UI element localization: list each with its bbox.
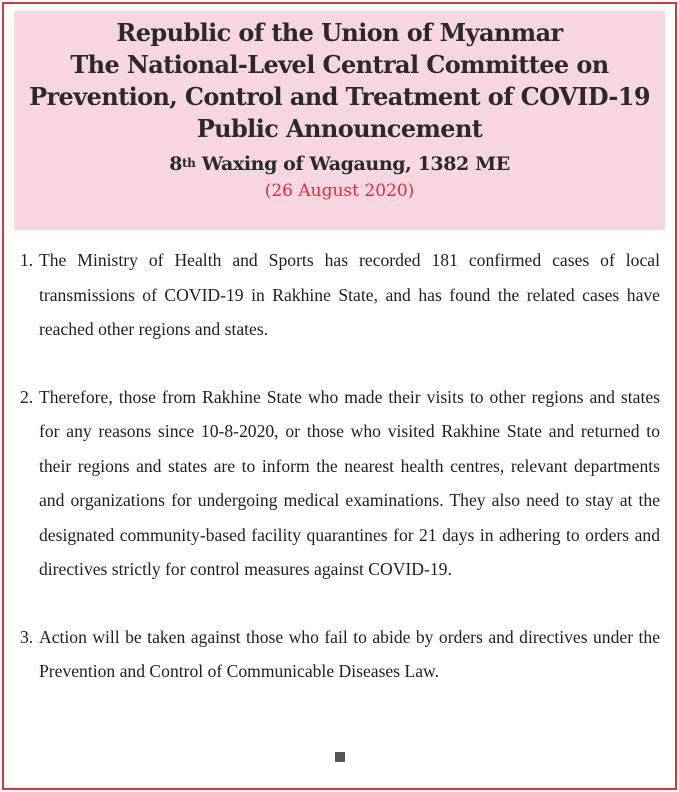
item-text: Therefore, those from Rakhine State who made their visits to other regions and states for any reasons since 10-8-2020, or those who visited Rakhine State and returned to their regions and states are to inform the nearest health centres, relevant departments and organizations for undergoing medical examinations. They also need to stay at the designated community-based facility quarantines for 21 days in adhering to orders and directives strictly for control measures against COVID-19. <box>39 386 660 579</box>
committee-subtitle: Prevention, Control and Treatment of COVID-19 <box>29 82 650 111</box>
item-number: 1. <box>20 250 34 270</box>
item-text: The Ministry of Health and Sports has recorded 181 confirmed cases of local transmissions of COVID-19 in Rakhine State, and has found the related cases have reached other regions and states. <box>39 250 660 339</box>
gregorian-date: (26 August 2020) <box>264 181 415 201</box>
item-number: 2. <box>20 386 34 407</box>
announcement-header <box>14 11 665 230</box>
date-text: Waxing of Wagaung, 1382 ME <box>195 153 510 175</box>
committee-title: The National-Level Central Committee on <box>70 50 609 79</box>
myanmar-date <box>14 149 665 179</box>
date-ordinal: th <box>182 156 196 170</box>
end-square-icon <box>335 752 345 762</box>
document-title: Public Announcement <box>196 114 483 143</box>
item-text: Action will be taken against those who fail to abide by orders and directives under the Prevention and Control of Communicable Diseases Law. <box>39 626 660 681</box>
announcement-body <box>20 243 660 689</box>
list-item <box>20 243 660 347</box>
date-number: 8 <box>169 153 183 175</box>
country-title: Republic of the Union of Myanmar <box>116 18 563 47</box>
list-item <box>20 620 660 689</box>
item-number: 3. <box>20 626 34 647</box>
list-item <box>20 380 660 587</box>
